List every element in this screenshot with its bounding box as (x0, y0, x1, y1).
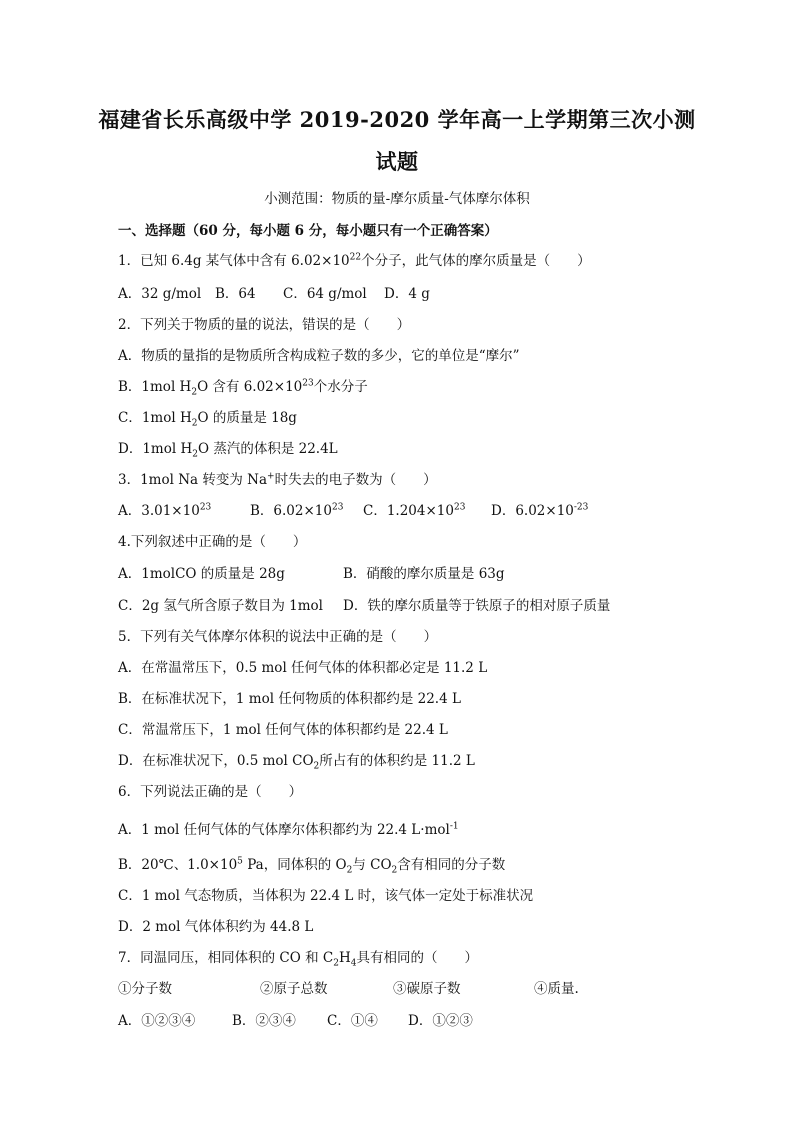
question-2-stem: 2．下列关于物质的量的说法，错误的是（ ） (118, 317, 411, 333)
question-1-option-a: A．32 g/mol (118, 286, 202, 302)
question-3-stem: 3．1mol Na 转变为 Na+时失去的电子数为（ ） (118, 471, 437, 488)
question-6-option-c: C．1 mol 气态物质，当体积为 22.4 L 时，该气体一定处于标准状况 (118, 888, 534, 904)
question-1-option-b: B．64 (215, 286, 256, 302)
question-6-stem: 6．下列说法正确的是（ ） (118, 784, 303, 800)
question-5-option-c: C．常温常压下，1 mol 任何气体的体积都约是 22.4 L (118, 722, 448, 738)
question-4-option-a: A．1molCO 的质量是 28g (118, 566, 285, 582)
exam-title-line2: 试题 (375, 149, 419, 174)
question-5-option-a: A．在常温常压下，0.5 mol 任何气体的体积都必定是 11.2 L (118, 660, 488, 676)
question-1-option-d: D．4 g (384, 286, 430, 302)
question-7-option-a: A．①②③④ (118, 1013, 196, 1029)
question-6-option-a: A．1 mol 任何气体的气体摩尔体积都约为 22.4 L·mol$^{-1}$ (118, 821, 459, 838)
question-5-option-d: D．在标准状况下，0.5 mol $CO_2$所占有的体积约是 11.2 L (118, 753, 475, 772)
question-4-stem: 4.下列叙述中正确的是（ ） (118, 534, 307, 550)
question-6-option-b: B．20℃、$1.0\times 10^5$ Pa，同体积的 $O_2$与 $CO_2$含有相同的分子数 (118, 856, 506, 876)
exam-title-line1: 福建省长乐高级中学 2019-2020 学年高一上学期第三次小测 (98, 107, 696, 132)
question-1-stem: 1．已知 6.4g 某气体中含有 $6.02\times 10^{22}$个分子，此气体的摩尔质量是（ ） (118, 252, 591, 269)
section-heading: 一、选择题（60 分，每小题 6 分，每小题只有一个正确答案） (118, 223, 498, 239)
question-7-option-c: C．①④ (327, 1013, 378, 1029)
question-7-option-b: B．②③④ (232, 1013, 296, 1029)
question-7-stem: 7．同温同压，相同体积的 CO 和 $C_2H_4$具有相同的（ ） (118, 950, 478, 969)
question-2-option-c: C．1mol $H_2O$ 的质量是 18g (118, 410, 297, 429)
question-7-item-1: ①分子数 (118, 981, 172, 997)
question-7-option-d: D．①②③ (408, 1013, 473, 1029)
question-6-option-d: D．2 mol 气体体积约为 44.8 L (118, 919, 314, 935)
question-7-item-4: ④质量. (534, 981, 579, 997)
exam-scope: 小测范围：物质的量-摩尔质量-气体摩尔体积 (264, 191, 530, 207)
question-2-option-d: D．1mol $H_2O$ 蒸汽的体积是 22.4L (118, 441, 338, 460)
question-1-option-c: C．64 g/mol (283, 286, 367, 302)
question-2-option-b: B．1mol $H_2O$ 含有 $6.02\times 10^{23}$个水分子 (118, 378, 368, 398)
question-5-stem: 5．下列有关气体摩尔体积的说法中正确的是（ ） (118, 629, 438, 645)
question-3-option-a: A．$3.01\times 10^{23}$ (118, 502, 212, 519)
question-4-option-c: C．2g 氢气所含原子数目为 1mol (118, 598, 323, 614)
question-7-item-3: ③碳原子数 (393, 981, 461, 997)
question-4-option-b: B．硝酸的摩尔质量是 63g (343, 566, 505, 582)
question-5-option-b: B．在标准状况下，1 mol 任何物质的体积都约是 22.4 L (118, 691, 461, 707)
question-3-option-b: B．$6.02\times 10^{23}$ (250, 502, 344, 519)
question-7-item-2: ②原子总数 (260, 981, 328, 997)
question-2-option-a: A．物质的量指的是物质所含构成粒子数的多少，它的单位是“摩尔” (118, 348, 520, 364)
question-3-option-c: C．$1.204\times 10^{23}$ (363, 502, 466, 519)
question-4-option-d: D．铁的摩尔质量等于铁原子的相对原子质量 (343, 598, 611, 614)
question-3-option-d: D．$6.02\times 10^{-23}$ (491, 502, 589, 519)
